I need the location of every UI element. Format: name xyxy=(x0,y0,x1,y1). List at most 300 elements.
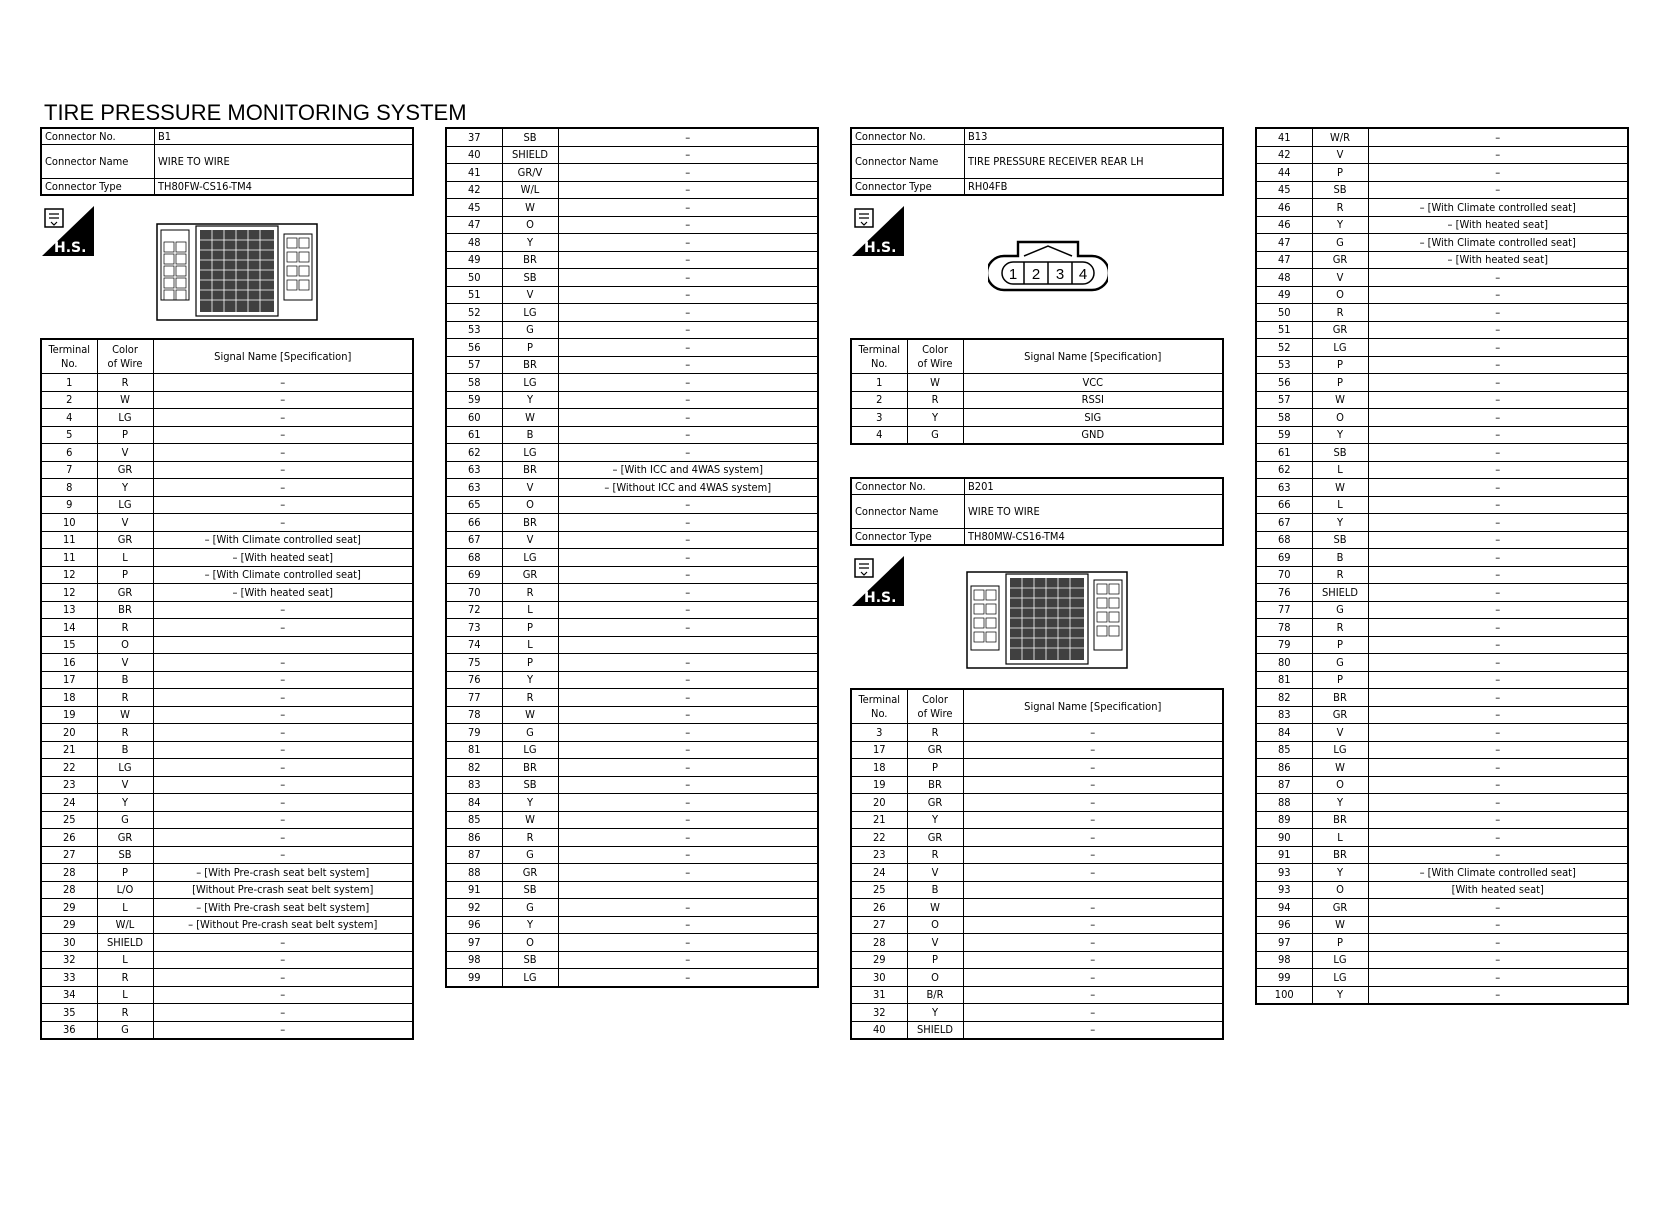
wire-color-cell: V xyxy=(97,514,153,532)
terminal-no-cell: 47 xyxy=(1256,251,1312,269)
terminal-no-cell: 68 xyxy=(1256,531,1312,549)
connector-b1-info xyxy=(40,127,414,196)
connector-no-label: Connector No. xyxy=(851,478,965,495)
terminal-no-cell: 60 xyxy=(446,409,502,427)
table-row xyxy=(41,549,413,567)
terminal-no-cell: 7 xyxy=(41,461,97,479)
signal-name-cell: – [Without Pre-crash seat belt system] xyxy=(153,916,413,934)
wire-color-cell: V xyxy=(502,286,558,304)
terminal-no-cell: 93 xyxy=(1256,881,1312,899)
signal-name-cell: – xyxy=(1368,374,1628,392)
wire-color-cell: G xyxy=(97,1021,153,1039)
terminal-no-cell: 87 xyxy=(1256,776,1312,794)
terminal-no-cell: 30 xyxy=(41,934,97,952)
signal-name-cell: – xyxy=(558,601,818,619)
terminal-no-cell: 99 xyxy=(446,969,502,987)
signal-name-cell: – xyxy=(558,671,818,689)
table-row xyxy=(446,846,818,864)
wire-color-cell: Y xyxy=(502,234,558,252)
wire-color-cell: W xyxy=(1312,391,1368,409)
table-row xyxy=(41,759,413,777)
signal-name-cell: – xyxy=(558,251,818,269)
signal-name-cell: – xyxy=(1368,916,1628,934)
wire-color-cell: P xyxy=(907,759,963,777)
wire-color-cell: O xyxy=(502,934,558,952)
table-row xyxy=(851,864,1223,882)
signal-name-cell: GND xyxy=(963,426,1223,444)
terminal-no-cell: 49 xyxy=(446,251,502,269)
wire-color-cell: O xyxy=(1312,776,1368,794)
table-row xyxy=(446,584,818,602)
signal-name-cell: – xyxy=(1368,444,1628,462)
table-row xyxy=(446,776,818,794)
table-row xyxy=(446,566,818,584)
terminal-no-cell: 10 xyxy=(41,514,97,532)
table-row xyxy=(851,969,1223,987)
wire-color-cell: BR xyxy=(97,601,153,619)
terminal-no-cell: 11 xyxy=(41,549,97,567)
terminal-no-cell: 82 xyxy=(446,759,502,777)
b13-rows-body xyxy=(851,374,1223,445)
table-row xyxy=(41,846,413,864)
signal-name-cell: – xyxy=(1368,654,1628,672)
table-row xyxy=(41,391,413,409)
terminal-no-cell: 20 xyxy=(851,794,907,812)
connector-b13-section xyxy=(850,127,1224,196)
table-row xyxy=(446,181,818,199)
wire-color-cell: O xyxy=(502,216,558,234)
signal-name-cell: – xyxy=(153,846,413,864)
b1-rows-body xyxy=(41,374,413,1040)
wire-color-cell: L xyxy=(1312,461,1368,479)
color-header: Color of Wire xyxy=(907,689,963,724)
wire-color-cell: P xyxy=(1312,934,1368,952)
table-row xyxy=(446,339,818,357)
signal-name-cell: – xyxy=(963,776,1223,794)
wire-color-cell: L/O xyxy=(97,881,153,899)
signal-name-cell: – xyxy=(558,409,818,427)
signal-name-cell: – xyxy=(153,829,413,847)
connector-no-value: B201 xyxy=(965,478,1224,495)
table-row xyxy=(1256,969,1628,987)
wire-color-cell: P xyxy=(97,426,153,444)
signal-name-cell: – xyxy=(1368,986,1628,1004)
wire-color-cell: P xyxy=(502,339,558,357)
wire-color-cell: BR xyxy=(1312,846,1368,864)
signal-name-cell: – xyxy=(963,1004,1223,1022)
table-row xyxy=(851,759,1223,777)
wire-color-cell: GR xyxy=(1312,899,1368,917)
signal-name-cell: – xyxy=(963,811,1223,829)
wire-color-cell: V xyxy=(97,776,153,794)
signal-name-cell: – xyxy=(558,654,818,672)
signal-name-cell: – xyxy=(153,969,413,987)
signal-name-cell: – [With heated seat] xyxy=(1368,251,1628,269)
signal-name-cell: – xyxy=(558,776,818,794)
signal-name-cell: – xyxy=(1368,811,1628,829)
terminal-no-cell: 62 xyxy=(446,444,502,462)
wire-color-cell: Y xyxy=(907,811,963,829)
terminal-no-cell: 86 xyxy=(1256,759,1312,777)
wire-color-cell: L xyxy=(97,899,153,917)
wire-color-cell: SB xyxy=(1312,181,1368,199)
wire-color-cell: SHIELD xyxy=(1312,584,1368,602)
wire-color-cell: Y xyxy=(97,479,153,497)
terminal-no-cell: 56 xyxy=(446,339,502,357)
signal-name-cell: – [With heated seat] xyxy=(1368,216,1628,234)
table-row xyxy=(1256,794,1628,812)
connector-b201-terminal-table-cont xyxy=(1255,127,1629,1005)
wire-color-cell: V xyxy=(97,444,153,462)
terminal-no-cell: 19 xyxy=(41,706,97,724)
connector-b1-section xyxy=(40,127,414,196)
terminal-no-cell: 28 xyxy=(41,881,97,899)
table-row xyxy=(446,741,818,759)
signal-name-cell: – xyxy=(1368,304,1628,322)
table-row xyxy=(446,409,818,427)
connector-b201-face-diagram xyxy=(966,570,1128,670)
pin-1-label: 1 xyxy=(1008,266,1018,283)
signal-name-cell: – xyxy=(1368,426,1628,444)
terminal-no-cell: 33 xyxy=(41,969,97,987)
wire-color-cell: P xyxy=(1312,636,1368,654)
wire-color-cell: L xyxy=(97,951,153,969)
wire-color-cell: L xyxy=(502,601,558,619)
signal-name-cell: – xyxy=(963,1021,1223,1039)
table-row xyxy=(1256,461,1628,479)
signal-name-cell: – xyxy=(1368,479,1628,497)
signal-name-cell: – [With Climate controlled seat] xyxy=(1368,199,1628,217)
wire-color-cell: SB xyxy=(1312,531,1368,549)
terminal-no-cell: 93 xyxy=(1256,864,1312,882)
terminal-no-cell: 98 xyxy=(446,951,502,969)
signal-name-cell: – xyxy=(1368,269,1628,287)
wire-color-cell: O xyxy=(907,916,963,934)
signal-name-cell: – xyxy=(1368,934,1628,952)
table-row xyxy=(41,689,413,707)
terminal-no-cell: 96 xyxy=(446,916,502,934)
table-row xyxy=(446,286,818,304)
signal-name-cell: RSSI xyxy=(963,391,1223,409)
table-row xyxy=(446,374,818,392)
table-row xyxy=(41,619,413,637)
signal-name-cell: – xyxy=(1368,286,1628,304)
signal-name-cell: – xyxy=(1368,776,1628,794)
table-row xyxy=(1256,251,1628,269)
table-row xyxy=(1256,286,1628,304)
terminal-no-cell: 27 xyxy=(851,916,907,934)
terminal-no-cell: 81 xyxy=(446,741,502,759)
connector-no-label: Connector No. xyxy=(41,128,155,145)
connector-type-value: TH80MW-CS16-TM4 xyxy=(965,529,1224,546)
table-row xyxy=(1256,479,1628,497)
terminal-no-cell: 26 xyxy=(41,829,97,847)
terminal-no-cell: 94 xyxy=(1256,899,1312,917)
table-row xyxy=(1256,549,1628,567)
terminal-no-cell: 78 xyxy=(1256,619,1312,637)
table-row xyxy=(1256,146,1628,164)
signal-name-cell: – xyxy=(153,811,413,829)
table-row xyxy=(1256,671,1628,689)
signal-name-cell: – xyxy=(153,951,413,969)
hs-harness-side-icon xyxy=(852,556,904,606)
signal-name-cell: – xyxy=(1368,549,1628,567)
signal-name-cell: – xyxy=(558,216,818,234)
table-row xyxy=(446,794,818,812)
signal-name-cell: – xyxy=(558,426,818,444)
table-row xyxy=(41,899,413,917)
wire-color-cell: P xyxy=(907,951,963,969)
wire-color-cell: BR xyxy=(1312,811,1368,829)
table-row xyxy=(41,496,413,514)
table-row xyxy=(1256,216,1628,234)
signal-name-cell: – xyxy=(963,986,1223,1004)
signal-name-cell: – xyxy=(153,689,413,707)
signal-name-cell: – xyxy=(1368,339,1628,357)
terminal-no-cell: 22 xyxy=(41,759,97,777)
terminal-no-cell: 67 xyxy=(1256,514,1312,532)
wire-color-cell: SB xyxy=(502,269,558,287)
signal-name-cell: – [With heated seat] xyxy=(153,549,413,567)
connector-b13-terminal-table xyxy=(850,338,1224,445)
wire-color-cell: G xyxy=(1312,654,1368,672)
table-row xyxy=(446,619,818,637)
wire-color-cell: G xyxy=(1312,234,1368,252)
signal-name-cell: – xyxy=(558,916,818,934)
signal-name-cell: – xyxy=(558,514,818,532)
signal-name-cell: VCC xyxy=(963,374,1223,392)
connector-type-label: Connector Type xyxy=(41,179,155,196)
wire-color-cell: Y xyxy=(1312,426,1368,444)
connector-name-label: Connector Name xyxy=(41,145,155,179)
table-row xyxy=(446,601,818,619)
table-row xyxy=(851,794,1223,812)
wire-color-cell: LG xyxy=(502,374,558,392)
wire-color-cell: V xyxy=(502,531,558,549)
terminal-no-cell: 27 xyxy=(41,846,97,864)
table-row xyxy=(1256,864,1628,882)
terminal-no-cell: 1 xyxy=(41,374,97,392)
terminal-no-cell: 68 xyxy=(446,549,502,567)
terminal-no-cell: 24 xyxy=(851,864,907,882)
wire-color-cell: LG xyxy=(97,409,153,427)
wire-color-cell: GR xyxy=(97,461,153,479)
signal-name-cell: SIG xyxy=(963,409,1223,427)
wire-color-cell: SHIELD xyxy=(907,1021,963,1039)
terminal-no-cell: 5 xyxy=(41,426,97,444)
table-row xyxy=(446,391,818,409)
svg-text:H.S.: H.S. xyxy=(864,240,897,256)
wire-color-cell: P xyxy=(1312,356,1368,374)
signal-name-cell: – xyxy=(558,689,818,707)
signal-name-cell: – xyxy=(153,1021,413,1039)
wire-color-cell: P xyxy=(502,654,558,672)
table-row xyxy=(851,776,1223,794)
signal-name-cell: – xyxy=(1368,689,1628,707)
wire-color-cell: W xyxy=(502,811,558,829)
table-row xyxy=(41,1004,413,1022)
signal-name-cell: – xyxy=(1368,531,1628,549)
connector-type-value: TH80FW-CS16-TM4 xyxy=(155,179,414,196)
table-row xyxy=(446,146,818,164)
wire-color-cell: W xyxy=(907,899,963,917)
table-row xyxy=(1256,741,1628,759)
terminal-no-cell: 65 xyxy=(446,496,502,514)
wire-color-cell: G xyxy=(502,899,558,917)
table-row xyxy=(851,426,1223,444)
connector-b1-terminal-table-cont xyxy=(445,127,819,988)
wire-color-cell: L xyxy=(502,636,558,654)
table-row xyxy=(1256,164,1628,182)
terminal-no-cell: 4 xyxy=(851,426,907,444)
wire-color-cell: R xyxy=(1312,199,1368,217)
table-row xyxy=(1256,654,1628,672)
table-row xyxy=(851,846,1223,864)
table-row xyxy=(1256,636,1628,654)
terminal-no-cell: 46 xyxy=(1256,199,1312,217)
table-row xyxy=(446,934,818,952)
table-row xyxy=(1256,426,1628,444)
wire-color-cell: GR xyxy=(1312,251,1368,269)
table-row xyxy=(1256,689,1628,707)
wire-color-cell: R xyxy=(97,619,153,637)
table-row xyxy=(446,899,818,917)
terminal-no-cell: 48 xyxy=(446,234,502,252)
signal-name-cell: – xyxy=(558,181,818,199)
wire-color-cell: W xyxy=(97,391,153,409)
signal-name-cell: – xyxy=(558,356,818,374)
terminal-no-cell: 84 xyxy=(1256,724,1312,742)
terminal-no-cell: 83 xyxy=(1256,706,1312,724)
signal-name-cell: – xyxy=(558,374,818,392)
table-row xyxy=(41,671,413,689)
terminal-no-cell: 50 xyxy=(446,269,502,287)
connector-name-label: Connector Name xyxy=(851,495,965,529)
wire-color-cell: GR xyxy=(907,741,963,759)
wire-color-cell: Y xyxy=(502,671,558,689)
wire-color-cell: W xyxy=(502,706,558,724)
signal-name-cell: – xyxy=(558,234,818,252)
terminal-no-cell: 45 xyxy=(446,199,502,217)
wire-color-cell: W xyxy=(1312,759,1368,777)
terminal-no-cell: 40 xyxy=(446,146,502,164)
terminal-no-cell: 28 xyxy=(41,864,97,882)
wire-color-cell: R xyxy=(97,969,153,987)
table-row xyxy=(41,934,413,952)
signal-name-cell: – xyxy=(153,706,413,724)
signal-name-cell: – xyxy=(1368,356,1628,374)
wire-color-cell: BR xyxy=(907,776,963,794)
wire-color-cell: L xyxy=(1312,829,1368,847)
wire-color-cell: B xyxy=(97,741,153,759)
signal-name-cell: – xyxy=(1368,164,1628,182)
signal-name-cell: – xyxy=(1368,321,1628,339)
wire-color-cell: L xyxy=(97,549,153,567)
table-row xyxy=(446,654,818,672)
terminal-no-cell: 4 xyxy=(41,409,97,427)
signal-name-cell: – xyxy=(558,899,818,917)
terminal-no-cell: 86 xyxy=(446,829,502,847)
terminal-no-cell: 21 xyxy=(41,741,97,759)
wire-color-cell: R xyxy=(907,846,963,864)
table-row xyxy=(1256,409,1628,427)
table-row xyxy=(1256,181,1628,199)
terminal-no-cell: 3 xyxy=(851,409,907,427)
terminal-no-cell: 91 xyxy=(446,881,502,899)
table-row xyxy=(41,654,413,672)
wire-color-cell: BR xyxy=(502,461,558,479)
terminal-no-cell: 63 xyxy=(446,479,502,497)
connector-b201-terminal-table xyxy=(850,688,1224,1040)
wire-color-cell: L xyxy=(97,986,153,1004)
connector-b201-section xyxy=(850,477,1224,546)
terminal-no-cell: 20 xyxy=(41,724,97,742)
wire-color-cell: SB xyxy=(502,776,558,794)
terminal-no-cell: 32 xyxy=(851,1004,907,1022)
signal-name-cell: – xyxy=(1368,899,1628,917)
terminal-no-cell: 37 xyxy=(446,128,502,146)
terminal-no-cell: 83 xyxy=(446,776,502,794)
terminal-no-cell: 59 xyxy=(446,391,502,409)
signal-name-cell: – xyxy=(963,899,1223,917)
signal-header: Signal Name [Specification] xyxy=(963,339,1223,374)
wire-color-cell: P xyxy=(1312,671,1368,689)
signal-name-cell: – xyxy=(558,164,818,182)
terminal-no-cell: 25 xyxy=(41,811,97,829)
signal-name-cell: – xyxy=(1368,724,1628,742)
table-row xyxy=(41,724,413,742)
signal-name-cell: – xyxy=(963,829,1223,847)
signal-name-cell: – xyxy=(558,286,818,304)
table-row xyxy=(41,916,413,934)
signal-name-cell: – xyxy=(153,391,413,409)
wire-color-cell: O xyxy=(502,496,558,514)
signal-name-cell: – xyxy=(558,269,818,287)
signal-name-cell: – [With Climate controlled seat] xyxy=(1368,864,1628,882)
table-row xyxy=(446,811,818,829)
terminal-no-cell: 80 xyxy=(1256,654,1312,672)
signal-name-cell: – xyxy=(1368,741,1628,759)
terminal-no-cell: 23 xyxy=(851,846,907,864)
wire-color-cell: V xyxy=(907,934,963,952)
wire-color-cell: L xyxy=(1312,496,1368,514)
table-row xyxy=(41,461,413,479)
terminal-no-cell: 61 xyxy=(446,426,502,444)
signal-name-cell: – xyxy=(963,934,1223,952)
signal-name-cell: – xyxy=(1368,601,1628,619)
table-row xyxy=(1256,356,1628,374)
table-row xyxy=(1256,339,1628,357)
terminal-no-cell: 18 xyxy=(41,689,97,707)
signal-name-cell: – xyxy=(1368,636,1628,654)
table-row xyxy=(41,409,413,427)
table-row xyxy=(1256,601,1628,619)
b201-rows2-body xyxy=(1256,128,1628,1004)
wire-color-cell: SB xyxy=(502,951,558,969)
wire-color-cell: Y xyxy=(502,391,558,409)
wire-color-cell: G xyxy=(502,724,558,742)
wire-color-cell: LG xyxy=(502,549,558,567)
signal-name-cell: – xyxy=(558,549,818,567)
table-row xyxy=(446,951,818,969)
color-header: Color of Wire xyxy=(97,339,153,374)
table-row xyxy=(1256,304,1628,322)
table-row xyxy=(41,601,413,619)
wire-color-cell: GR xyxy=(907,794,963,812)
connector-type-value: RH04FB xyxy=(965,179,1224,196)
table-row xyxy=(41,566,413,584)
signal-name-cell: – xyxy=(1368,706,1628,724)
